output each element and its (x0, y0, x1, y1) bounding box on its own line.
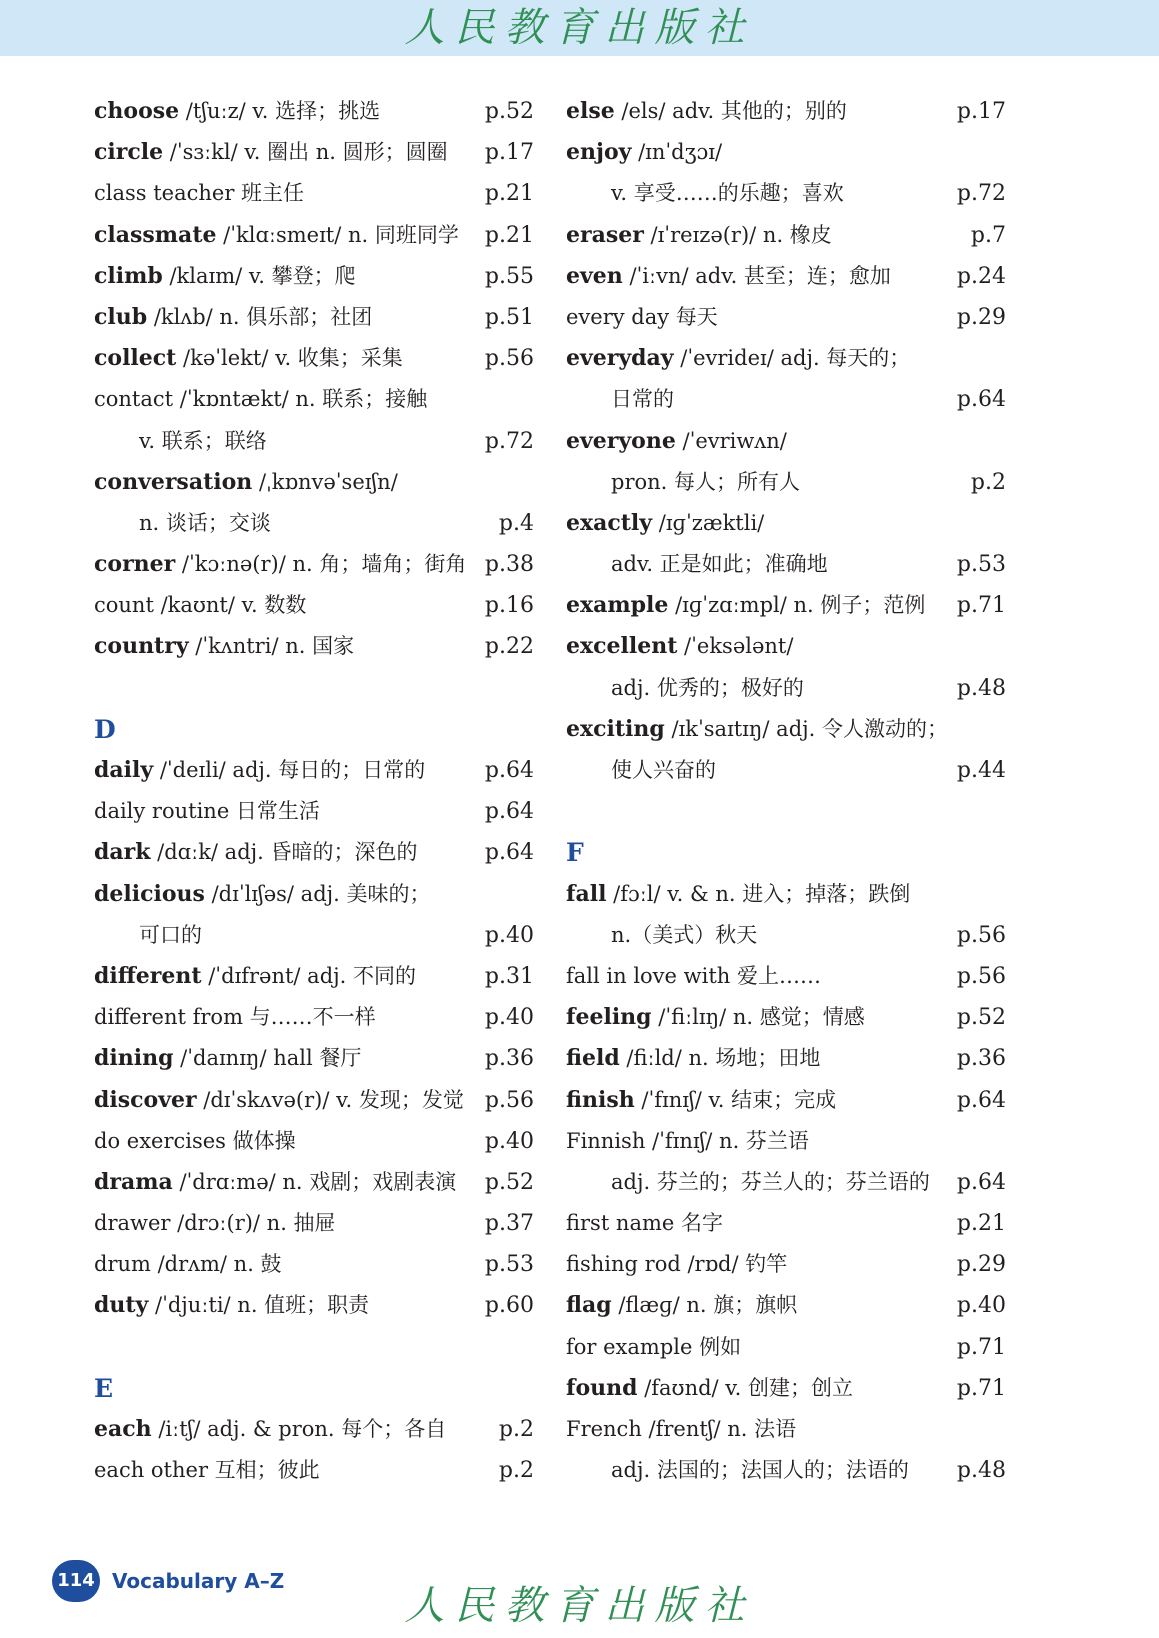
entry-text: /ˈdeɪli/ adj. 每日的；日常的 (153, 758, 426, 782)
entry-text: fishing rod /rɒd/ 钓竿 (566, 1252, 788, 1277)
entry-definition (94, 1121, 296, 1162)
entry-text: /faʊnd/ v. 创建；创立 (637, 1375, 854, 1400)
entry-definition (566, 1203, 723, 1244)
page-reference: p.7 (970, 222, 1006, 248)
page-reference: p.48 (956, 675, 1006, 701)
headword: flag (566, 1292, 612, 1319)
vocabulary-entry (94, 791, 534, 832)
entry-definition (566, 585, 925, 626)
vocabulary-entry (94, 832, 534, 873)
entry-text: /ˈkʌntri/ n. 国家 (188, 634, 355, 659)
entry-text: /ˈdaɪnɪŋ/ hall 餐厅 (173, 1046, 362, 1071)
vocabulary-entry (94, 1121, 534, 1162)
entry-continuation (566, 668, 1006, 709)
entry-definition (94, 915, 202, 956)
entry-definition (566, 997, 865, 1038)
page-reference: p.21 (484, 222, 534, 248)
section-gap (566, 791, 1006, 832)
entry-text: adj. 优秀的；极好的 (611, 675, 804, 700)
vocabulary-entry (94, 379, 534, 420)
entry-text: /ˈsɜːkl/ v. 圈出 n. 圆形；圆圈 (163, 140, 448, 165)
entry-definition (566, 1121, 809, 1162)
entry-definition (94, 462, 398, 503)
page-reference: p.71 (956, 1375, 1006, 1401)
page-reference: p.37 (484, 1211, 534, 1237)
headword: even (566, 262, 623, 289)
vocabulary-entry (566, 1121, 1006, 1162)
vocabulary-entry (94, 1244, 534, 1285)
vocabulary-entry (566, 503, 1006, 544)
headword: else (566, 98, 615, 124)
entry-definition (566, 503, 764, 544)
vocabulary-entry (566, 1038, 1006, 1079)
entry-definition (566, 132, 722, 173)
publisher-logo-bottom: 人民教育出版社 (404, 1583, 755, 1629)
page-reference: p.38 (484, 552, 534, 578)
entry-definition (94, 1409, 446, 1450)
page-reference: p.51 (484, 304, 534, 330)
vocabulary-entry (566, 132, 1006, 173)
section-letter: F (566, 838, 584, 868)
entry-text: /ˈkɔːnə(r)/ n. 角；墙角；街角 (175, 552, 467, 577)
page-reference: p.2 (498, 1458, 534, 1484)
entry-text: drawer /drɔː(r)/ n. 抽屉 (94, 1211, 336, 1236)
entry-text: 可口的 (139, 922, 202, 947)
vocabulary-entry (94, 1080, 534, 1121)
headword: daily (94, 757, 154, 783)
headword: discover (94, 1086, 197, 1113)
entry-text: do exercises 做体操 (94, 1128, 296, 1153)
section-gap (94, 668, 534, 709)
entry-definition (94, 503, 271, 544)
entry-definition (566, 91, 847, 132)
vocabulary-entry (566, 709, 1006, 750)
entry-definition (94, 791, 320, 832)
vocabulary-entry (94, 1203, 534, 1244)
headword: feeling (566, 1004, 652, 1031)
entry-text: /ˈeksələnt/ (677, 634, 794, 659)
entry-text: 日常的 (611, 387, 674, 412)
page-reference: p.36 (484, 1046, 534, 1072)
entry-definition (566, 1038, 820, 1079)
entry-definition (94, 379, 427, 420)
entry-text: /ˈevriwʌn/ (675, 428, 787, 453)
vocabulary-entry (566, 256, 1006, 297)
entry-text: adv. 正是如此；准确地 (611, 552, 828, 577)
entry-definition (566, 421, 787, 462)
headword: found (566, 1374, 638, 1401)
headword: conversation (94, 468, 253, 495)
entry-definition (94, 1450, 320, 1491)
entry-text: /klʌb/ n. 俱乐部；社团 (147, 304, 373, 329)
vocabulary-entry (94, 297, 534, 338)
page-reference: p.4 (498, 510, 534, 536)
vocabulary-entry (94, 256, 534, 297)
vocabulary-entry (94, 997, 534, 1038)
entry-definition (566, 173, 844, 214)
entry-continuation (566, 915, 1006, 956)
page-reference: p.21 (484, 181, 534, 207)
vocabulary-entry (94, 132, 534, 173)
page-reference: p.64 (956, 387, 1006, 413)
headword: different (94, 962, 202, 989)
entry-definition (566, 750, 716, 791)
entry-text: v. 联系；联络 (139, 428, 267, 453)
vocabulary-entry (566, 1327, 1006, 1368)
entry-definition (94, 1038, 361, 1079)
vocabulary-entry (566, 338, 1006, 379)
page-reference: p.17 (956, 99, 1006, 124)
entry-definition (566, 462, 800, 503)
entry-text: 使人兴奋的 (611, 758, 716, 782)
entry-text: /dɑːk/ adj. 昏暗的；深色的 (150, 840, 418, 865)
entry-definition (566, 1409, 796, 1450)
page-reference: p.48 (956, 1458, 1006, 1484)
entry-text: drum /drʌm/ n. 鼓 (94, 1252, 282, 1277)
headword: dining (94, 1045, 174, 1072)
vocabulary-entry (94, 91, 534, 132)
vocabulary-entry (566, 1244, 1006, 1285)
headword: delicious (94, 880, 205, 907)
page-reference: p.56 (956, 963, 1006, 989)
page-reference: p.36 (956, 1046, 1006, 1072)
vocabulary-entry (566, 1368, 1006, 1409)
entry-definition (566, 1162, 930, 1203)
entry-definition (94, 626, 354, 667)
entry-definition (94, 874, 431, 915)
section-letter: E (94, 1373, 114, 1403)
entry-continuation (566, 173, 1006, 214)
vocabulary-entry (566, 626, 1006, 667)
entry-text: /flæɡ/ n. 旗；旗帜 (611, 1293, 798, 1318)
entry-definition (94, 421, 267, 462)
page-reference: p.53 (484, 1252, 534, 1278)
entry-definition (94, 173, 304, 214)
entry-continuation (566, 750, 1006, 791)
entry-definition (566, 874, 910, 915)
vocabulary-entry (94, 1409, 534, 1450)
entry-definition (94, 1285, 369, 1326)
headword: dark (94, 839, 151, 866)
entry-definition (94, 544, 466, 585)
page-reference: p.21 (956, 1211, 1006, 1237)
vocabulary-entry (94, 874, 534, 915)
entry-definition (94, 1244, 282, 1285)
entry-text: n.（美式）秋天 (611, 922, 758, 947)
entry-text: first name 名字 (566, 1211, 723, 1236)
vocabulary-entry (94, 585, 534, 626)
entry-text: /ˈiːvn/ adv. 甚至；连；愈加 (622, 263, 891, 288)
page-reference: p.64 (484, 840, 534, 866)
footer-title: Vocabulary A–Z (112, 1569, 285, 1593)
entry-definition (566, 709, 948, 750)
entry-text: Finnish /ˈfɪnɪʃ/ n. 芬兰语 (566, 1128, 809, 1153)
entry-text: /ˈdɪfrənt/ adj. 不同的 (201, 963, 417, 988)
entry-text: /fiːld/ n. 场地；田地 (619, 1046, 821, 1071)
entry-text: /kəˈlekt/ v. 收集；采集 (176, 346, 403, 371)
page-reference: p.60 (484, 1293, 534, 1319)
vocabulary-entry (566, 997, 1006, 1038)
entry-text: every day 每天 (566, 304, 718, 329)
entry-continuation (566, 1450, 1006, 1491)
page-reference: p.24 (956, 263, 1006, 289)
entry-text: /ˌkɒnvəˈseɪʃn/ (252, 469, 398, 494)
entry-text: /fɔːl/ v. & n. 进入；掉落；跌倒 (606, 881, 911, 906)
headword: classmate (94, 221, 217, 248)
entry-text: pron. 每人；所有人 (611, 469, 800, 494)
entry-text: /iːtʃ/ adj. & pron. 每个；各自 (151, 1417, 447, 1441)
headword: finish (566, 1086, 635, 1113)
entry-definition (94, 956, 416, 997)
vocabulary-entry (566, 91, 1006, 132)
page-reference: p.17 (484, 140, 534, 166)
entry-continuation (566, 544, 1006, 585)
entry-text: /klaɪm/ v. 攀登；爬 (162, 263, 356, 288)
page-reference: p.44 (956, 758, 1006, 783)
page-reference: p.56 (484, 346, 534, 372)
section-letter: D (94, 714, 116, 744)
entry-definition (94, 997, 376, 1038)
entry-text: v. 享受……的乐趣；喜欢 (611, 181, 844, 206)
vocabulary-entry (566, 585, 1006, 626)
vocabulary-entry (94, 462, 534, 503)
vocabulary-entry (566, 1409, 1006, 1450)
page-reference: p.2 (498, 1417, 534, 1442)
vocabulary-entry (94, 544, 534, 585)
entry-text: count /kaʊnt/ v. 数数 (94, 593, 307, 618)
entry-text: /ˈfiːlɪŋ/ n. 感觉；情感 (651, 1005, 865, 1030)
entry-text: daily routine 日常生活 (94, 799, 320, 824)
page-reference: p.53 (956, 552, 1006, 578)
page-reference: p.40 (484, 922, 534, 948)
page-reference: p.31 (484, 963, 534, 989)
entry-continuation (566, 379, 1006, 420)
entry-text: /ɪkˈsaɪtɪŋ/ adj. 令人激动的； (664, 716, 948, 741)
entry-text: /dɪˈskʌvə(r)/ v. 发现；发觉 (196, 1087, 464, 1112)
page-reference: p.71 (956, 1334, 1006, 1360)
entry-definition (566, 1368, 853, 1409)
headword: circle (94, 139, 164, 166)
entry-definition (566, 956, 821, 997)
entry-text: /ɪɡˈzɑːmpl/ n. 例子；范例 (668, 593, 926, 618)
entry-definition (566, 215, 832, 256)
vocabulary-entry (94, 956, 534, 997)
entry-continuation (94, 915, 534, 956)
vocabulary-entry (566, 1203, 1006, 1244)
vocabulary-entry (566, 297, 1006, 338)
headword: country (94, 633, 189, 660)
page-reference: p.40 (956, 1293, 1006, 1319)
page-reference: p.64 (484, 758, 534, 783)
entry-text: adj. 芬兰的；芬兰人的；芬兰语的 (611, 1169, 930, 1194)
entry-definition (566, 1450, 909, 1491)
entry-text: different from 与……不一样 (94, 1005, 376, 1030)
headword: each (94, 1416, 152, 1442)
vocabulary-entry (94, 338, 534, 379)
section-gap (94, 1327, 534, 1368)
entry-definition (566, 256, 891, 297)
entry-text: contact /ˈkɒntækt/ n. 联系；接触 (94, 387, 428, 412)
entry-text: /els/ adv. 其他的；别的 (614, 99, 847, 123)
entry-definition (94, 585, 306, 626)
entry-text: /ˈklɑːsmeɪt/ n. 同班同学 (216, 222, 459, 247)
entry-text: French /frentʃ/ n. 法语 (566, 1417, 797, 1441)
entry-definition (566, 1327, 741, 1368)
page-reference: p.56 (484, 1087, 534, 1113)
entry-text: fall in love with 爱上…… (566, 963, 821, 988)
entry-text: adj. 法国的；法国人的；法语的 (611, 1458, 909, 1483)
vocabulary-entry (94, 750, 534, 791)
entry-definition (566, 626, 793, 667)
entry-text: /ɪˈreɪzə(r)/ n. 橡皮 (643, 222, 832, 247)
vocabulary-entry (94, 626, 534, 667)
headword: eraser (566, 221, 644, 248)
vocabulary-entry (94, 173, 534, 214)
entry-definition (94, 338, 403, 379)
page-reference: p.16 (484, 593, 534, 619)
entry-definition (566, 1244, 787, 1285)
entry-text: /dɪˈlɪʃəs/ adj. 美味的； (204, 881, 431, 906)
vocabulary-entry (566, 215, 1006, 256)
entry-text: /ˈdjuːti/ n. 值班；职责 (148, 1293, 370, 1318)
entry-definition (566, 544, 828, 585)
vocabulary-entry (94, 1038, 534, 1079)
headword: drama (94, 1168, 173, 1195)
page-number-badge: 114 (52, 1560, 100, 1602)
entry-definition (94, 132, 448, 173)
entry-text: class teacher 班主任 (94, 181, 305, 206)
entry-definition (566, 1080, 836, 1121)
page-reference: p.52 (484, 99, 534, 124)
entry-definition (94, 1203, 336, 1244)
page-reference: p.29 (956, 304, 1006, 330)
page-reference: p.52 (956, 1005, 1006, 1031)
headword: corner (94, 551, 176, 578)
vocabulary-entry (566, 421, 1006, 462)
entry-text: n. 谈话；交谈 (139, 510, 271, 535)
entry-text: for example 例如 (566, 1334, 742, 1359)
page-reference: p.71 (956, 593, 1006, 619)
entry-continuation (566, 462, 1006, 503)
page-reference: p.40 (484, 1005, 534, 1031)
vocabulary-entry (566, 1285, 1006, 1326)
vocabulary-entry (566, 956, 1006, 997)
page-reference: p.72 (956, 181, 1006, 207)
headword: collect (94, 345, 177, 372)
entry-text: /ˈfɪnɪʃ/ v. 结束；完成 (634, 1087, 837, 1112)
entry-continuation (94, 503, 534, 544)
entry-continuation (94, 421, 534, 462)
headword: field (566, 1045, 620, 1072)
vocabulary-entry (94, 215, 534, 256)
headword: climb (94, 262, 163, 289)
entry-definition (94, 256, 356, 297)
headword: fall (566, 880, 607, 907)
page-reference: p.40 (484, 1128, 534, 1154)
page-reference: p.55 (484, 263, 534, 289)
page-reference: p.52 (484, 1169, 534, 1195)
entry-definition (94, 215, 459, 256)
vocabulary-entry (94, 1162, 534, 1203)
headword: enjoy (566, 139, 632, 166)
entry-text: /ˈdrɑːmə/ n. 戏剧；戏剧表演 (172, 1169, 457, 1194)
vocabulary-entry (94, 1285, 534, 1326)
page-reference: p.29 (956, 1252, 1006, 1278)
entry-definition (566, 338, 910, 379)
headword: choose (94, 98, 180, 124)
page-reference: p.64 (956, 1169, 1006, 1195)
vocabulary-entry (94, 1450, 534, 1491)
entry-definition (94, 297, 372, 338)
headword: club (94, 303, 148, 330)
page-reference: p.56 (956, 922, 1006, 948)
page-reference: p.64 (956, 1087, 1006, 1113)
vocabulary-column-left (94, 91, 534, 1491)
entry-text: each other 互相；彼此 (94, 1458, 320, 1483)
page-reference: p.2 (970, 469, 1006, 495)
entry-definition (566, 379, 674, 420)
entry-text: /ˈevrideɪ/ adj. 每天的； (673, 346, 911, 371)
entry-definition (94, 832, 418, 873)
vocabulary-entry (566, 874, 1006, 915)
entry-definition (566, 668, 804, 709)
page-reference: p.64 (484, 799, 534, 825)
entry-definition (94, 1162, 456, 1203)
entry-definition (566, 1285, 797, 1326)
vocabulary-column-right (566, 91, 1006, 1491)
entry-text: /tʃuːz/ v. 选择；挑选 (179, 99, 381, 123)
page-reference: p.72 (484, 428, 534, 454)
entry-definition (94, 750, 425, 791)
entry-text: /ɪɡˈzæktli/ (652, 510, 765, 535)
entry-definition (566, 297, 718, 338)
entry-definition (566, 915, 757, 956)
headword: exciting (566, 715, 665, 742)
page-reference: p.22 (484, 634, 534, 660)
entry-definition (94, 1080, 464, 1121)
headword: everyone (566, 427, 676, 454)
headword: exactly (566, 509, 653, 536)
headword: excellent (566, 633, 678, 660)
headword: duty (94, 1292, 149, 1319)
entry-definition (94, 91, 380, 132)
headword: example (566, 592, 669, 619)
vocabulary-entry (566, 1080, 1006, 1121)
entry-text: /ɪnˈdʒɔɪ/ (631, 140, 723, 165)
entry-continuation (566, 1162, 1006, 1203)
headword: everyday (566, 345, 674, 372)
publisher-logo-top: 人民教育出版社 (404, 5, 755, 51)
